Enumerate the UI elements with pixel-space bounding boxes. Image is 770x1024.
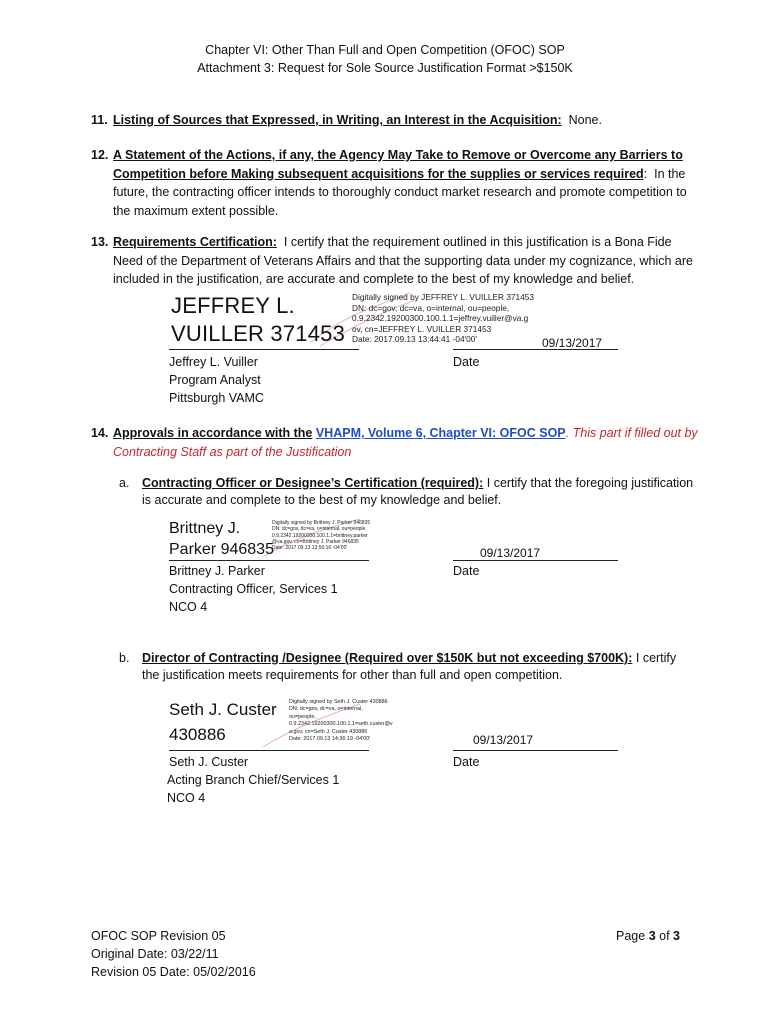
subsection-body: I certify that the foregoing justification is accurate and complete to the best of my knowledge and belief. [142,476,694,507]
date-label: Date [453,355,480,369]
page-of: of [659,929,670,943]
signature-meta-line: DN: dc=gov, dc=va, o=internal, [289,706,363,713]
signer-title: Acting Branch Chief/Services 1 [167,773,340,787]
signer-title: Contracting Officer, Services 1 [169,582,338,596]
subsection-letter: b. [119,651,130,665]
signature-meta-line: Date: 2017.09.13 14:36:19 -04'00' [289,736,371,743]
signer-title: Program Analyst [169,373,261,387]
signature-meta-line: @va.gov, cn=Brittney J. Parker 946835 [272,538,359,545]
digital-signature-details [352,292,534,345]
signature-meta-line: Digitally signed by JEFFREY L. VUILLER 371453 [352,292,535,302]
signature-name-line-2: VUILLER 371453 [171,321,346,346]
signature-meta-line: 0.9.2342.19200300.100.1.1=brittney.parker [272,532,368,539]
signer-org: NCO 4 [169,600,208,614]
subsection-a [119,475,702,509]
signature-meta-line: Date: 2017.09.13 13:44:41 -04'00' [352,334,477,344]
signature-date: 09/13/2017 [480,546,541,560]
signature-meta-line: a.gov, cn=Seth J. Custer 430886 [289,728,368,735]
section-14: 14. Approvals in accordance with the VHAPM, Volume 6, Chapter VI: OFOC SOP. This part if filled out by Contracting Staff as part of the Justification [91,426,698,459]
signature-line [169,750,369,751]
digital-signature-details [272,520,370,551]
header-line-1: Chapter VI: Other Than Full and Open Competition (OFOC) SOP [205,43,565,57]
signature-meta-line: ou=people, [289,713,316,720]
signature-line [169,349,359,350]
section-body: I certify that the requirement outlined in this justification is a Bona Fide Need of the Department of Veterans Affairs and that the supporting data under my cognizance, which are included in the justification, are accurate and complete to the best of my knowledge and belief. [113,235,693,286]
subsection-body-continued: the justification meets requirements for other than full and open competition. [142,668,563,682]
signature-line [169,560,369,561]
signature-date: 09/13/2017 [542,336,603,350]
signature-name-line-2: 430886 [169,725,226,744]
section-number: 12. [91,148,109,162]
page-prefix: Page [616,929,646,943]
signature-meta-line: ov, cn=JEFFREY L. VUILLER 371453 [352,323,492,334]
signature-meta-line: 0.9.2342.19200300.100.1.1=jeffrey.vuiller@va.g [352,313,529,323]
signer-org: Pittsburgh VAMC [169,391,264,405]
footer-original-date: Original Date: 03/22/11 [91,947,219,961]
subsection-heading: Contracting Officer or Designee’s Certification (required): [142,476,484,490]
signature-meta-line: Date: 2017.09.13 13:50:16 -04'00' [272,545,348,552]
section-heading: A Statement of the Actions, if any, the Agency May Take to Remove or Overcome any Barriers to Competition before Making subsequent acquisitions for the supplies or services required [113,148,683,181]
subsection-heading: Director of Contracting /Designee (Required over $150K but not exceeding $700K): [142,651,633,665]
section-heading: Listing of Sources that Expressed, in Writing, an Interest in the Acquisition: [113,113,562,127]
signer-org: NCO 4 [167,791,206,805]
section-body: In the future, the contracting officer intends to thoroughly conduct market research and promote competition to the maximum extent possible. [113,166,687,218]
section-number: 13. [91,235,109,249]
signature-name-line-1: Brittney J. [169,520,241,537]
date-line [453,560,618,561]
signer-name: Seth J. Custer [169,755,249,769]
signature-meta-line: DN: dc=gov, dc=va, o=internal, ou=people, [352,302,510,313]
signer-name: Jeffrey L. Vuiller [169,355,258,369]
subsection-body: I certify [635,651,677,665]
section-number: 14. [91,426,109,440]
subsection-b [119,650,679,667]
page-number [600,927,680,945]
footer-revision: OFOC SOP Revision 05 [91,929,226,943]
section-heading: Approvals in accordance with the [113,426,313,440]
signature-name-line-1: Seth J. Custer [169,700,277,719]
footer-revision-date: Revision 05 Date: 05/02/2016 [91,965,256,979]
vhapm-link[interactable]: VHAPM, Volume 6, Chapter VI: OFOC SOP [315,426,566,440]
signature-meta-line: DN: dc=gov, dc=va, o=internal, ou=people, [272,526,367,533]
section-number: 11. [91,113,108,127]
section-13 [91,233,703,289]
signature-meta-line: Digitally signed by Seth J. Custer 430886 [289,699,388,705]
signer-name: Brittney J. Parker [169,564,265,578]
signature-name-line-2: Parker 946835 [169,541,274,558]
date-line [453,750,618,751]
subsection-letter: a. [119,476,130,490]
signature-name-line-1: JEFFREY L. [171,293,295,318]
signature-meta-line: 0.9.2342.19200300.100.1.1=seth.custer@v [289,721,393,728]
page-current: 3 [648,929,656,943]
date-label: Date [453,755,480,769]
section-11 [91,111,681,130]
section-note: This part if filled out by Contracting Staff as part of the Justification [113,426,698,459]
signature-meta-line: Digitally signed by Brittney J. Parker 946835 [272,520,371,526]
date-label: Date [453,564,480,578]
header-line-2: Attachment 3: Request for Sole Source Justification Format >$150K [197,61,573,75]
signature-date: 09/13/2017 [473,733,534,747]
section-body: None. [568,113,602,127]
digital-signature-details [289,699,393,743]
page-total: 3 [673,929,680,943]
section-12: 12. A Statement of the Actions, if any, the Agency May Take to Remove or Overcome any Barriers to Competition before Making subsequent acquisitions for the supplies or services required: In the future, the contracting officer intends to thoroughly conduct market research and promote competition to the maximum extent possible. [91,148,687,218]
section-heading: Requirements Certification: [113,235,277,249]
